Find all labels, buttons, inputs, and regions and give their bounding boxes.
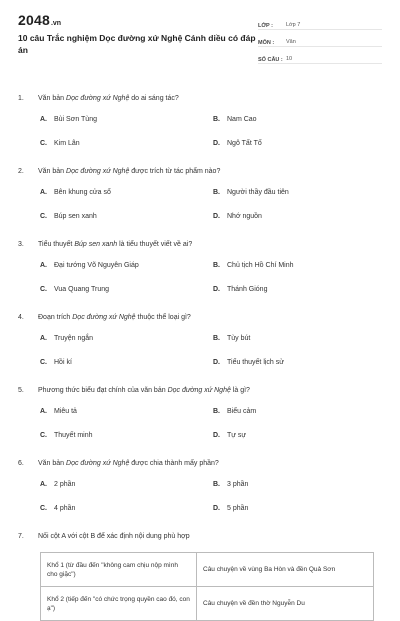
- answer-option-d[interactable]: D. Nhớ nguồn: [213, 213, 262, 220]
- question-header: [18, 313, 382, 323]
- column-b-cell: Câu chuyện về đền thờ Nguyễn Du: [197, 587, 374, 621]
- question-1: [18, 94, 382, 149]
- answer-options: [40, 261, 382, 295]
- answer-option-a[interactable]: A. 2 phần: [40, 481, 76, 488]
- header-left: [18, 12, 258, 56]
- answer-option-a[interactable]: A. Truyện ngắn: [40, 335, 94, 342]
- meta-key: SỐ CÂU :: [258, 57, 283, 63]
- answer-option-c[interactable]: C. Hồi kí: [40, 359, 72, 366]
- question-4: [18, 313, 382, 368]
- question-number: 5.: [18, 387, 24, 394]
- answer-option-b[interactable]: B. 3 phần: [213, 481, 249, 488]
- answer-option-c[interactable]: C. Kim Lân: [40, 140, 80, 147]
- answer-option-d[interactable]: D. 5 phần: [213, 505, 249, 512]
- meta-info: [258, 17, 382, 68]
- question-header: [18, 532, 382, 542]
- question-header: [18, 459, 382, 469]
- meta-value: Lớp 7: [286, 22, 301, 28]
- meta-key: MÔN :: [258, 40, 275, 46]
- question-7: [18, 532, 382, 621]
- meta-row-count: [258, 51, 382, 64]
- question-text: Đoạn trích Dọc đường xứ Nghệ thuộc thể loại gì?: [38, 314, 191, 321]
- answer-options: [40, 188, 382, 222]
- answer-option-c[interactable]: C. Búp sen xanh: [40, 213, 97, 220]
- question-2: [18, 167, 382, 222]
- meta-row-subject: [258, 34, 382, 47]
- answer-option-c[interactable]: C. 4 phần: [40, 505, 76, 512]
- answer-option-a[interactable]: A. Bùi Sơn Tùng: [40, 116, 97, 123]
- answer-options: [40, 334, 382, 368]
- question-number: 6.: [18, 460, 24, 467]
- question-text: Văn bản Dọc đường xứ Nghệ do ai sáng tác?: [38, 95, 179, 102]
- question-number: 4.: [18, 314, 24, 321]
- answer-option-b[interactable]: B. Nam Cao: [213, 116, 257, 123]
- question-3: [18, 240, 382, 295]
- question-header: [18, 240, 382, 250]
- meta-row-grade: [258, 17, 382, 30]
- question-header: [18, 94, 382, 104]
- answer-option-d[interactable]: D. Tự sự: [213, 432, 247, 439]
- question-number: 1.: [18, 95, 24, 102]
- answer-options: [40, 115, 382, 149]
- table-row: [41, 553, 374, 587]
- answer-option-b[interactable]: B. Biểu cảm: [213, 408, 257, 415]
- logo-domain-text: .vn: [50, 20, 62, 27]
- question-text: Phương thức biểu đạt chính của văn bản Dọc đường xứ Nghệ là gì?: [38, 387, 250, 394]
- question-5: [18, 386, 382, 441]
- question-number: 2.: [18, 168, 24, 175]
- answer-option-b[interactable]: B. Chủ tịch Hồ Chí Minh: [213, 262, 294, 269]
- answer-options: [40, 480, 382, 514]
- question-header: [18, 167, 382, 177]
- column-a-cell: Khổ 2 (tiếp đến "có chức trọng quyền cao đó, con ạ"): [41, 587, 197, 621]
- answer-option-d[interactable]: D. Ngô Tất Tố: [213, 140, 262, 147]
- logo-main-text: 2048: [18, 12, 50, 28]
- meta-key: LỚP :: [258, 23, 273, 29]
- question-number: 3.: [18, 241, 24, 248]
- answer-option-a[interactable]: A. Miêu tả: [40, 408, 77, 415]
- matching-table: [40, 552, 374, 621]
- question-list: [18, 94, 382, 621]
- question-text: Tiểu thuyết Búp sen xanh là tiểu thuyết viết về ai?: [38, 241, 193, 248]
- site-logo[interactable]: [18, 12, 258, 28]
- header: [18, 12, 382, 76]
- question-6: [18, 459, 382, 514]
- answer-options: [40, 407, 382, 441]
- table-row: [41, 587, 374, 621]
- answer-option-d[interactable]: D. Tiểu thuyết lịch sử: [213, 359, 284, 366]
- answer-option-c[interactable]: C. Vua Quang Trung: [40, 286, 110, 293]
- answer-option-d[interactable]: D. Thánh Gióng: [213, 286, 268, 293]
- question-text: Văn bản Dọc đường xứ Nghệ được chia thành mấy phần?: [38, 460, 219, 467]
- document-title: 10 câu Trắc nghiệm Dọc đường xứ Nghệ Cánh diều có đáp án: [18, 33, 256, 55]
- question-header: [18, 386, 382, 396]
- answer-option-b[interactable]: B. Người thầy đầu tiên: [213, 189, 289, 196]
- meta-value: 10: [286, 56, 293, 62]
- question-number: 7.: [18, 533, 24, 540]
- column-a-cell: Khổ 1 (từ đầu đến "không cam chịu nộp mình cho giặc"): [41, 553, 197, 587]
- answer-option-a[interactable]: A. Đại tướng Võ Nguyên Giáp: [40, 262, 139, 269]
- question-text: Văn bản Dọc đường xứ Nghệ được trích từ tác phẩm nào?: [38, 168, 221, 175]
- column-b-cell: Câu chuyện về vùng Ba Hòn và đền Quả Sơn: [197, 553, 374, 587]
- question-text: Nối cột A với cột B để xác định nội dung phù hợp: [38, 533, 190, 540]
- answer-option-a[interactable]: A. Bên khung cửa sổ: [40, 189, 111, 196]
- answer-option-c[interactable]: C. Thuyết minh: [40, 432, 93, 439]
- answer-option-b[interactable]: B. Tùy bút: [213, 335, 251, 342]
- meta-value: Văn: [286, 39, 296, 45]
